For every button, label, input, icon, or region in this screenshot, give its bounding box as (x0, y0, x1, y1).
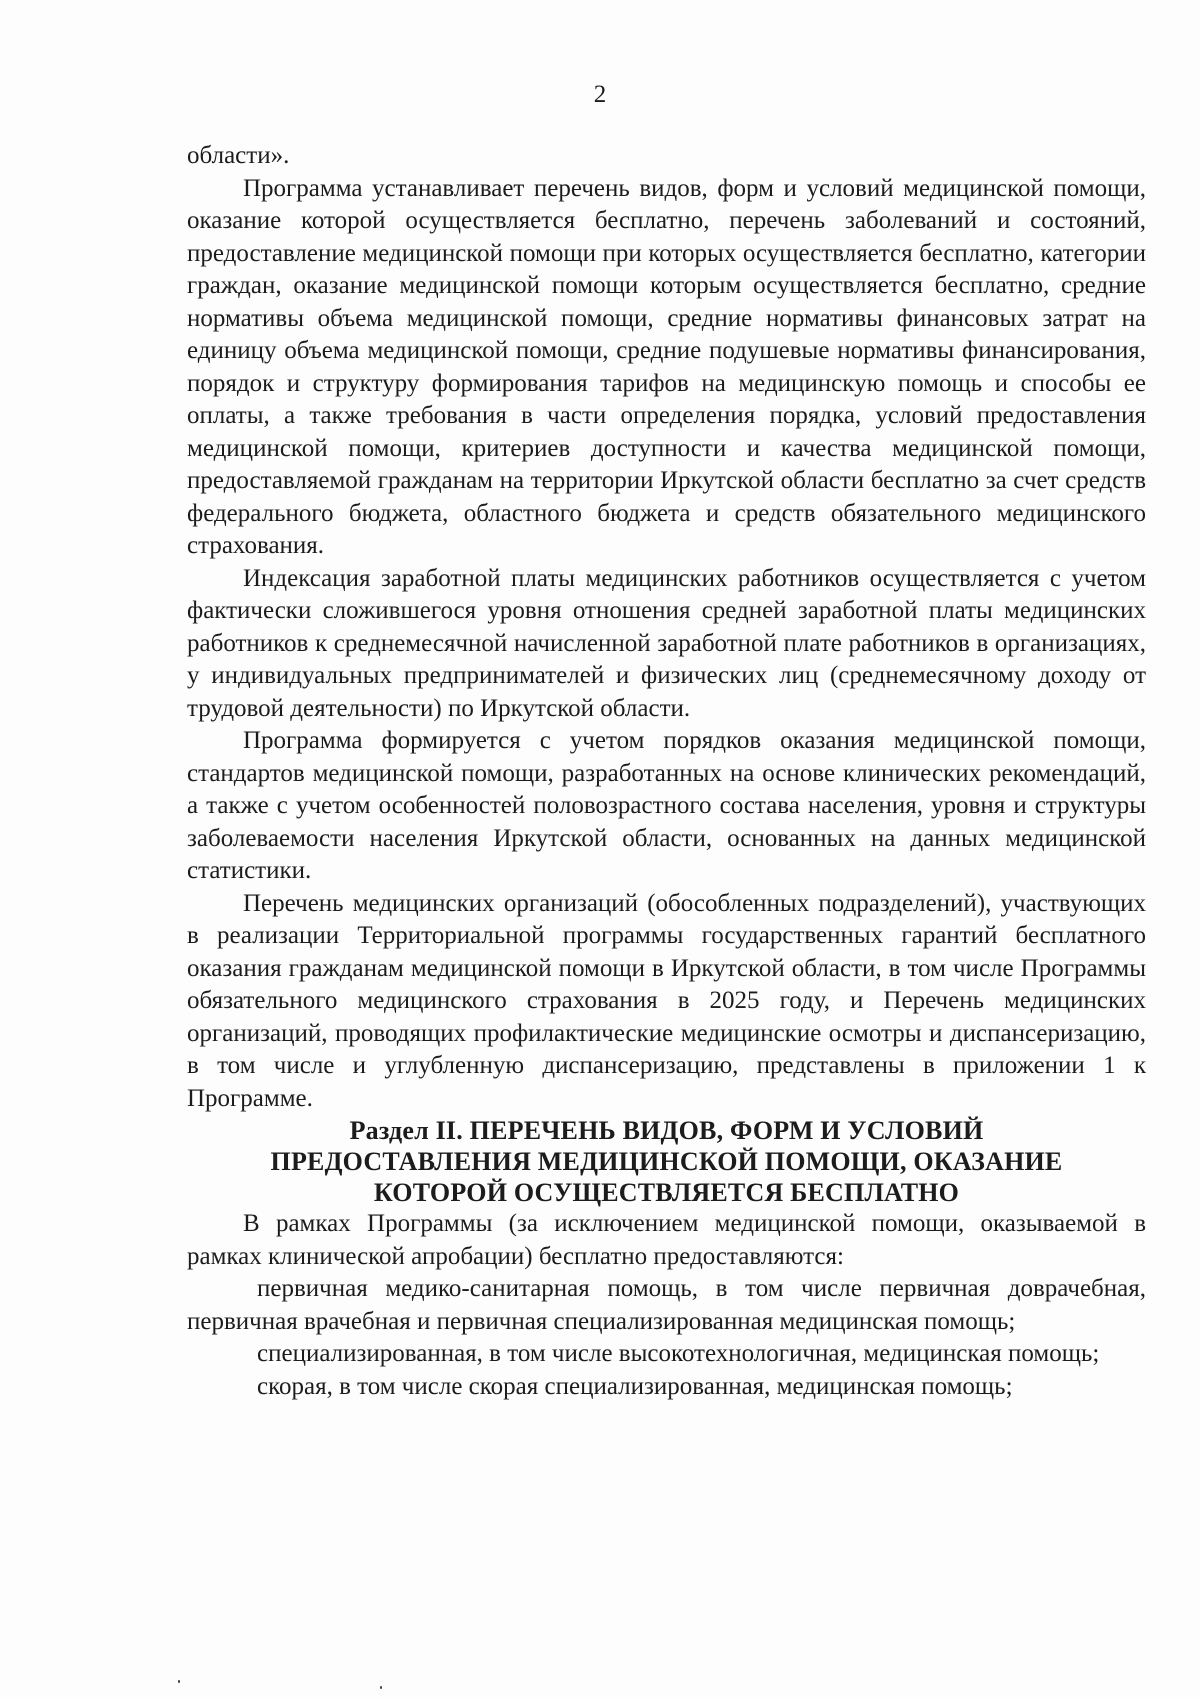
scan-speck (178, 1680, 180, 1683)
section-heading-line-2: ПРЕДОСТАВЛЕНИЯ МЕДИЦИНСКОЙ ПОМОЩИ, ОКАЗАНИЕ (270, 1147, 1063, 1176)
paragraph-organizations-list: Перечень медицинских организаций (обособленных подразделений), участвующих в реализации Территориальной программы государственных гарантий бесплатного оказания гражданам медицинской помощи в Иркутской области, в том числе Программы обязательного медицинского страхования в 2025 году, и Перечень медицинских организаций, проводящих профилактические медицинские осмотры и диспансеризацию, в том числе и углубленную диспансеризацию, представлены в приложении 1 к Программе. (187, 889, 1146, 1112)
paragraph-continuation: области». (187, 142, 290, 169)
page-number: 2 (593, 81, 607, 108)
paragraph-free-care-intro: В рамках Программы (за исключением медицинской помощи, оказываемой в рамках клинической апробации) бесплатно предоставляются: (187, 1210, 1146, 1270)
list-item-specialized-care: специализированная, в том числе высокотехнологичная, медицинская помощь; (257, 1340, 1100, 1367)
paragraph-salary-indexation: Индексация заработной платы медицинских работников осуществляется с учетом фактически сложившегося уровня отношения средней заработной платы медицинских работников к среднемесячной начисленной заработной плате работников в организациях, у индивидуальных предпринимателей и физических лиц (среднемесячному доходу от трудовой деятельности) по Иркутской области. (187, 564, 1146, 722)
section-heading-line-1: Раздел II. ПЕРЕЧЕНЬ ВИДОВ, ФОРМ И УСЛОВИЙ (349, 1116, 984, 1145)
section-heading (187, 1115, 1146, 1208)
section-heading-line-3: КОТОРОЙ ОСУЩЕСТВЛЯЕТСЯ БЕСПЛАТНО (373, 1178, 960, 1207)
paragraph-program-scope: Программа устанавливает перечень видов, форм и условий медицинской помощи, оказание которой осуществляется бесплатно, перечень заболеваний и состояний, предоставление медицинской помощи при которых осуществляется бесплатно, категории граждан, оказание медицинской помощи которым осуществляется бесплатно, средние нормативы объема медицинской помощи, средние нормативы финансовых затрат на единицу объема медицинской помощи, средние подушевые нормативы финансирования, порядок и структуру формирования тарифов на медицинскую помощь и способы ее оплаты, а также требования в части определения порядка, условий предоставления медицинской помощи, критериев доступности и качества медицинской помощи, предоставляемой гражданам на территории Иркутской области бесплатно за счет средств федерального бюджета, областного бюджета и средств обязательного медицинского страхования. (187, 174, 1146, 559)
document-body (187, 140, 1146, 1403)
list-item-emergency-care: скорая, в том числе скорая специализированная, медицинская помощь; (257, 1372, 1013, 1400)
scan-speck (380, 1686, 382, 1689)
paragraph-program-formation: Программа формируется с учетом порядков оказания медицинской помощи, стандартов медицинской помощи, разработанных на основе клинических рекомендаций, а также с учетом особенностей половозрастного состава населения, уровня и структуры заболеваемости населения Иркутской области, основанных на данных медицинской статистики. (187, 727, 1146, 884)
list-item-primary-care: первичная медико-санитарная помощь, в том числе первичная доврачебная, первичная врачебная и первичная специализированная медицинская помощь; (187, 1275, 1146, 1335)
